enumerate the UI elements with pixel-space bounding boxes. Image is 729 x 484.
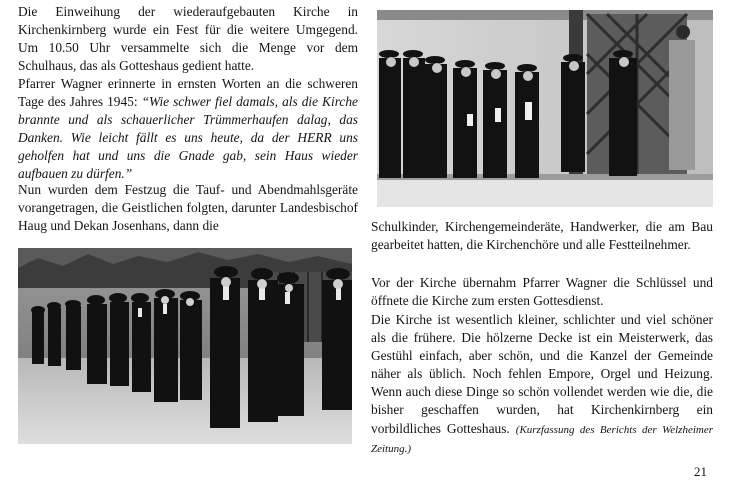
description-text: Die Kirche ist wesentlich kleiner, schlichter und viel schöner als die frühere. Die hölzerne Decke ist ein Meisterwerk, das Gestühl einfach, aber schön, und die Kanzel der Gemeinde näher als üblich. Noch fehlen Empore, Orgel und Heizung. Wenn auch diese Dinge so schön vollendet werden wie die, die bisher geschaffen wurden, hat Kirchenkirnberg ein vorbildliches Gotteshaus. — [371, 312, 713, 436]
procession-photo-image — [18, 248, 352, 444]
paragraph-description — [371, 311, 713, 458]
pastor-quote: “Wie schwer fiel damals, als die Kirche brannte und als schauerlicher Trümmerhaufen dalag, das Danken. Wie leicht fällt es uns heute, da der HERR uns geholfen hat und uns die Gnade gab, sein Haus wieder aufbauen zu dürfen.” — [18, 94, 358, 182]
paragraph-participants: Schulkinder, Kirchengemeinderäte, Handwerker, die am Bau gearbeitet hatten, die Kirchenchöre und alle Festteilnehmer. — [371, 219, 713, 253]
church-door-photo — [377, 10, 713, 207]
source-credit: (Kurzfassung des Berichts der Welzheimer Zeitung.) — [371, 423, 713, 455]
page-number: 21 — [694, 464, 707, 479]
quote-intro: Pfarrer Wagner erinnerte in ernsten Worten an die schweren Tage des Jahres 1945: — [18, 76, 358, 110]
paragraph-procession: Nun wurden dem Festzug die Tauf- und Abendmahlsgeräte vorangetragen, die Geistlichen folgten, darunter Landesbischof Haug und Dekan Josenhans, dann die — [18, 182, 358, 234]
paragraph-pastor-quote — [18, 75, 358, 184]
paragraph-opening: Die Einweihung der wiederaufgebauten Kirche in Kirchenkirnberg wurde ein Fest für die weitere Umgegend. Um 10.50 Uhr versammelte sich die Menge vor dem Schulhaus, das als Gotteshaus gedient hatte. — [18, 4, 358, 74]
paragraph-keys: Vor der Kirche übernahm Pfarrer Wagner die Schlüssel und öffnete die Kirche zum ersten Gottesdienst. — [371, 275, 713, 309]
procession-photo — [18, 248, 352, 444]
church-door-photo-image — [377, 10, 713, 207]
